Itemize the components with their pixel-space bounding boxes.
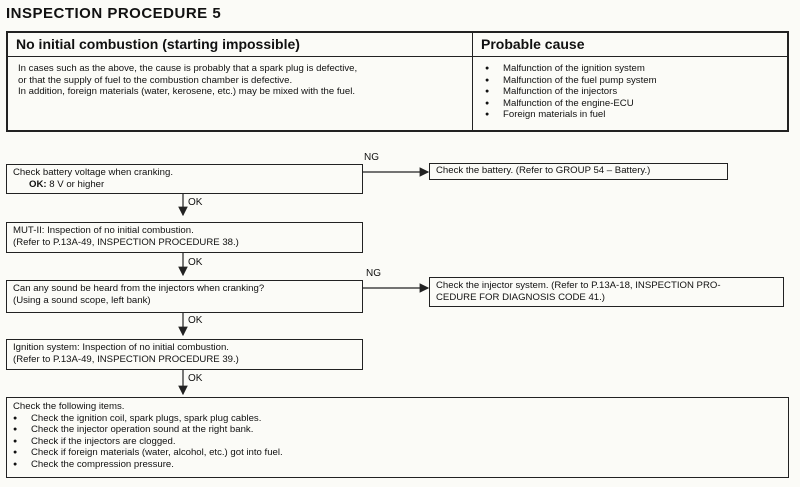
action-text: Check the injector system. (Refer to P.13A-18, INSPECTION PRO-: [436, 280, 721, 291]
symptom-title: No initial combustion (starting impossible): [8, 33, 472, 57]
action-check-injector-system: [429, 277, 784, 307]
step-text: Ignition system: Inspection of no initial combustion.: [13, 342, 229, 353]
cause-item: ● Malfunction of the engine-ECU: [485, 98, 787, 110]
step-note: (Using a sound scope, left bank): [13, 294, 151, 306]
ok-criterion-label: OK:: [29, 178, 47, 190]
check-item: ● Check the injector operation sound at the right bank.: [13, 424, 782, 436]
step-text: MUT-II: Inspection of no initial combustion.: [13, 225, 194, 236]
ok-criterion-value: 8 V or higher: [46, 178, 105, 190]
step-text: Can any sound be heard from the injectors when cranking?: [13, 283, 265, 294]
step-check-battery-voltage: [6, 164, 363, 194]
action-check-battery: Check the battery. (Refer to GROUP 54 – Battery.): [429, 163, 728, 180]
ok-label: OK: [188, 257, 203, 268]
final-checks-heading: Check the following items.: [13, 401, 125, 412]
cause-item: ● Foreign materials in fuel: [485, 109, 787, 121]
symptom-line: or that the supply of fuel to the combustion chamber is defective.: [18, 74, 293, 86]
step-injector-sound-check: [6, 280, 363, 313]
step-mut-ii-inspection: [6, 222, 363, 253]
probable-cause-title: Probable cause: [473, 33, 787, 57]
step-reference: (Refer to P.13A-49, INSPECTION PROCEDURE 39.): [13, 353, 239, 365]
step-text: Check battery voltage when cranking.: [13, 167, 173, 178]
check-item: ● Check the compression pressure.: [13, 459, 782, 471]
step-ignition-system-inspection: [6, 339, 363, 370]
symptom-line: In cases such as the above, the cause is probably that a spark plug is defective,: [18, 63, 358, 74]
ok-criterion: [13, 179, 356, 191]
ok-label: OK: [188, 315, 203, 326]
step-final-checks: [6, 397, 789, 478]
ok-label: OK: [188, 373, 203, 384]
step-reference: (Refer to P.13A-49, INSPECTION PROCEDURE 38.): [13, 236, 239, 248]
cause-item: ● Malfunction of the fuel pump system: [485, 75, 787, 87]
page-title: INSPECTION PROCEDURE 5: [6, 5, 222, 22]
check-item: ● Check the ignition coil, spark plugs, spark plug cables.: [13, 413, 782, 425]
final-checks-list: [13, 413, 782, 471]
ng-label: NG: [366, 268, 381, 279]
ng-label: NG: [364, 152, 379, 163]
check-item: ● Check if the injectors are clogged.: [13, 436, 782, 448]
cause-item: ● Malfunction of the injectors: [485, 86, 787, 98]
check-item: ● Check if foreign materials (water, alcohol, etc.) got into fuel.: [13, 447, 782, 459]
symptom-line: In addition, foreign materials (water, kerosene, etc.) may be mixed with the fuel.: [18, 86, 356, 97]
ok-label: OK: [188, 197, 203, 208]
action-text: CEDURE FOR DIAGNOSIS CODE 41.): [436, 291, 605, 303]
cause-item: ● Malfunction of the ignition system: [485, 63, 787, 75]
